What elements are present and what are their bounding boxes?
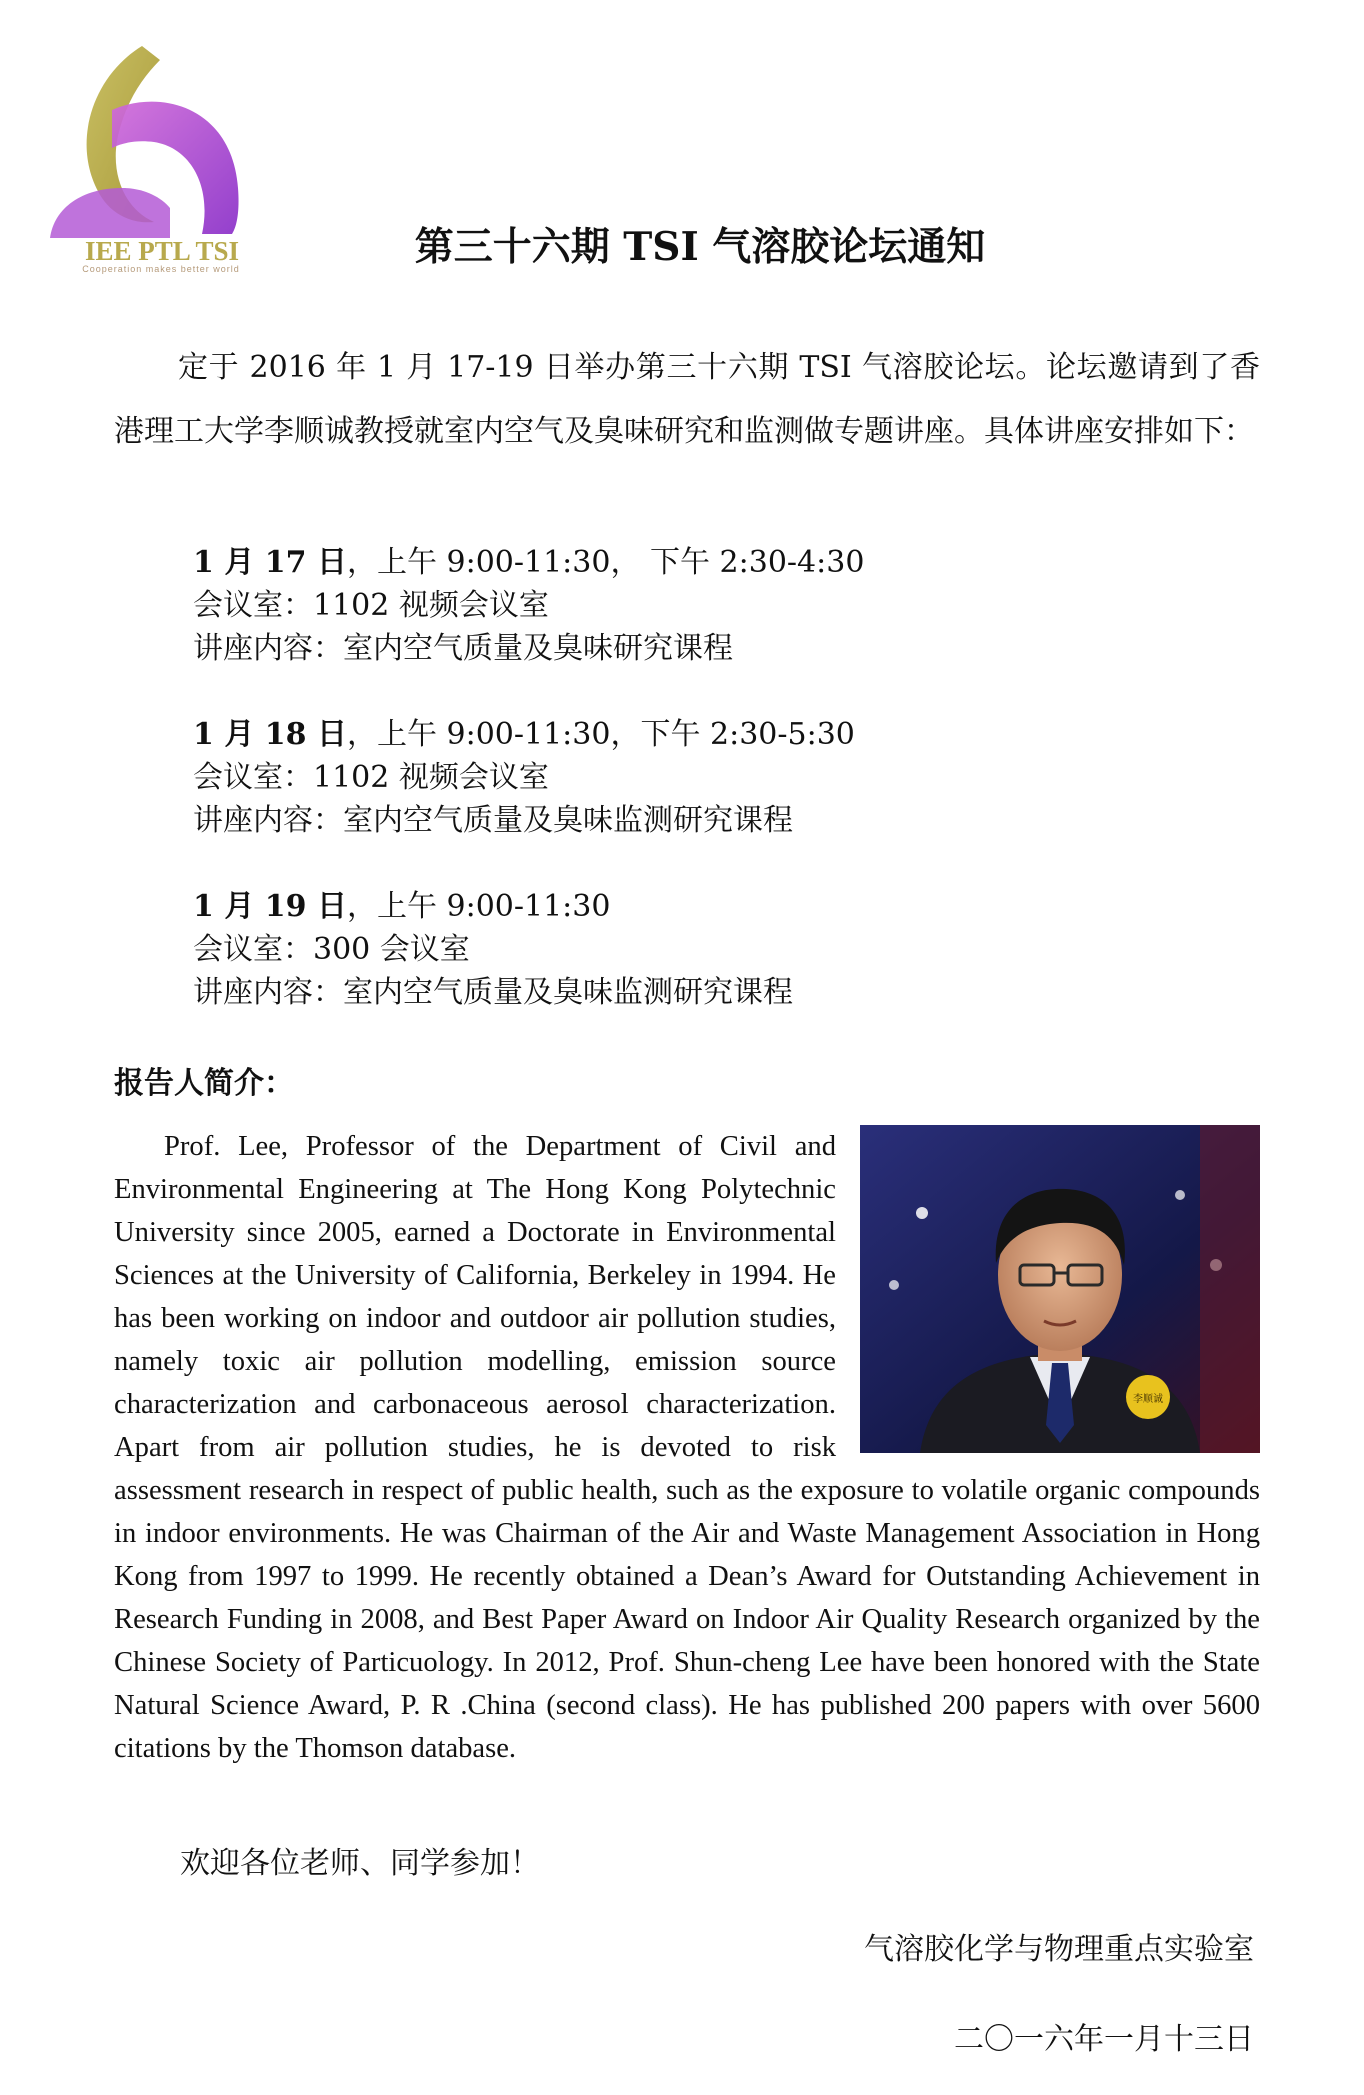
- session-day-2: [193, 713, 1193, 842]
- intro-paragraph: 定于 2016 年 1 月 17-19 日举办第三十六期 TSI 气溶胶论坛。论坛邀请到了香港理工大学李顺诚教授就室内空气及臭味研究和监测做专题讲座。具体讲座安排如下：: [114, 350, 1260, 449]
- session-time: ，上午 9:00-11:30，下午 2:30-5:30: [346, 717, 855, 752]
- session-day-3: [193, 885, 1193, 1014]
- session-time: ，上午 9:00-11:30: [346, 889, 611, 924]
- speaker-photo-image: [860, 1125, 1260, 1453]
- session-content: 讲座内容：室内空气质量及臭味监测研究课程: [193, 975, 793, 1010]
- session-date: 1 月 19 日: [193, 889, 347, 924]
- session-room: 会议室：300 会议室: [193, 932, 470, 967]
- session-date: 1 月 18 日: [193, 717, 347, 752]
- session-room: 会议室：1102 视频会议室: [193, 760, 549, 795]
- speaker-photo: [860, 1125, 1260, 1453]
- signing-date: 二〇一六年一月十三日: [954, 2022, 1254, 2057]
- logo-swirl-icon: [42, 38, 272, 238]
- logo-tagline: Cooperation makes better world: [82, 264, 240, 274]
- speaker-bio: [114, 1125, 1260, 1770]
- logo: [42, 38, 272, 278]
- session-time-line: [193, 885, 1193, 928]
- session-room: 会议室：1102 视频会议室: [193, 588, 549, 623]
- lab-name: 气溶胶化学与物理重点实验室: [864, 1932, 1254, 1967]
- speaker-heading: 报告人简介：: [114, 1066, 294, 1101]
- bio-text: Prof. Lee, Professor of the Department of Civil and Environmental Engineering at The Hong Kong Polytechnic University since 2005, earned a Doctorate in Environmental Sciences at the University of California, Berkeley in 1994. He has been working on indoor and outdoor air pollution studies, namely toxic air pollution modelling, emission source characterization and carbonaceous aerosol characterization. Apart from air pollution studies, he is devoted to risk assessment research in respect of public health, such as the exposure to volatile organic compounds in indoor environments. He was Chairman of the Air and Waste Management Association in Hong Kong from 1997 to 1999. He recently obtained a Dean’s Award for Outstanding Achievement in Research Funding in 2008, and Best Paper Award on Indoor Air Quality Research organized by the Chinese Society of Particuology. In 2012, Prof. Shun-cheng Lee have been honored with the State Natural Science Award, P. R .China (second class). He has published 200 papers with over 5600 citations by the Thomson database.: [114, 1131, 1260, 1764]
- welcome-text: 欢迎各位老师、同学参加！: [180, 1846, 540, 1881]
- session-day-1: [193, 541, 1193, 670]
- page-title: 第三十六期 TSI 气溶胶论坛通知: [414, 224, 986, 270]
- photo-badge-text: 李顺诚: [1133, 1394, 1163, 1405]
- session-content: 讲座内容：室内空气质量及臭味监测研究课程: [193, 803, 793, 838]
- session-date: 1 月 17 日: [193, 545, 347, 580]
- session-time-line: [193, 541, 1193, 584]
- session-content: 讲座内容：室内空气质量及臭味研究课程: [193, 631, 733, 666]
- schedule: [193, 541, 1193, 1057]
- session-time: ，上午 9:00-11:30， 下午 2:30-4:30: [346, 545, 865, 580]
- session-time-line: [193, 713, 1193, 756]
- logo-text: IEE PTL TSI: [84, 236, 240, 266]
